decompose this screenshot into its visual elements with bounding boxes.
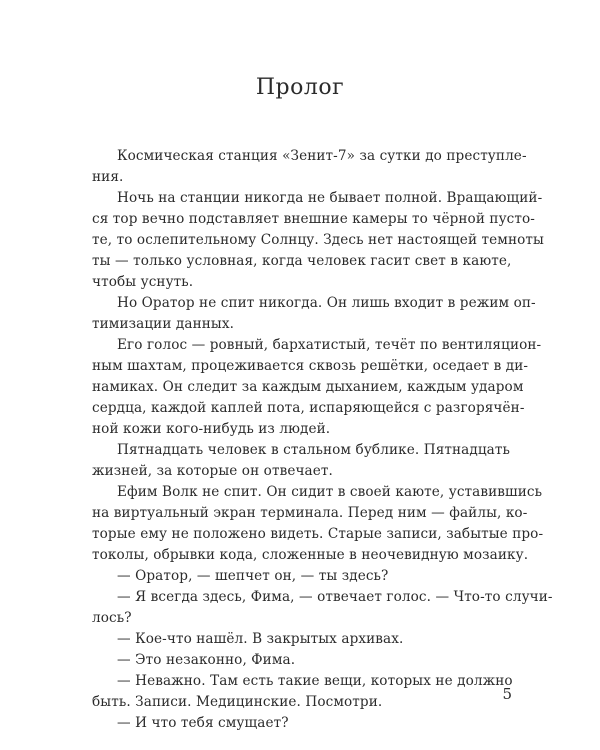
chapter-title: Пролог <box>255 75 345 100</box>
text-line: — Оратор, — шепчет он, — ты здесь? <box>117 568 389 584</box>
text-line: токолы, обрывки кода, сложенные в неочевидную мозаику. <box>92 547 529 563</box>
text-line: ния. <box>92 169 124 185</box>
text-line: Его голос — ровный, бархатистый, течёт по вентиляцион- <box>117 337 542 353</box>
text-line: торые ему не положено видеть. Старые записи, забытые про- <box>92 526 544 542</box>
text-line: жизней, за которые он отвечает. <box>92 463 333 479</box>
text-line: — Кое-что нашёл. В закрытых архивах. <box>117 631 404 647</box>
text-line: — И что тебя смущает? <box>117 715 289 731</box>
text-line: — Это незаконно, Фима. <box>117 652 296 668</box>
text-line: намиках. Он следит за каждым дыханием, каждым ударом <box>92 379 524 395</box>
page-number: 5 <box>502 685 512 703</box>
text-line: — Неважно. Там есть такие вещи, которых не должно <box>117 673 513 689</box>
text-line: сердца, каждой каплей пота, испаряющейся с разгорячён- <box>92 400 525 416</box>
text-line: чтобы уснуть. <box>92 274 194 290</box>
text-line: быть. Записи. Медицинские. Посмотри. <box>92 694 383 710</box>
text-line: Пятнадцать человек в стальном бублике. Пятнадцать <box>117 442 510 458</box>
text-line: — Я всегда здесь, Фима, — отвечает голос. — Что-то случи- <box>117 589 553 605</box>
text-line: тимизации данных. <box>92 316 235 332</box>
text-line: ся тор вечно подставляет внешние камеры то чёрной пусто- <box>92 211 535 227</box>
text-line: лось? <box>92 610 132 626</box>
text-line: Космическая станция «Зенит-7» за сутки до преступле- <box>117 148 527 164</box>
text-line: Ночь на станции никогда не бывает полной. Вращающий- <box>117 190 543 206</box>
text-line: ным шахтам, процеживается сквозь решётки, оседает в ди- <box>92 358 529 374</box>
text-line: те, то ослепительному Солнцу. Здесь нет настоящей темноты <box>92 232 544 248</box>
text-line: ной кожи кого-нибудь из людей. <box>92 421 331 437</box>
text-line: ты — только условная, когда человек гасит свет в каюте, <box>92 253 512 269</box>
text-line: Ефим Волк не спит. Он сидит в своей каюте, уставившись <box>117 484 543 500</box>
text-line: Но Оратор не спит никогда. Он лишь входит в режим оп- <box>117 295 536 311</box>
body-text <box>92 146 553 734</box>
text-line: на виртуальный экран терминала. Перед ним — файлы, ко- <box>92 505 528 521</box>
